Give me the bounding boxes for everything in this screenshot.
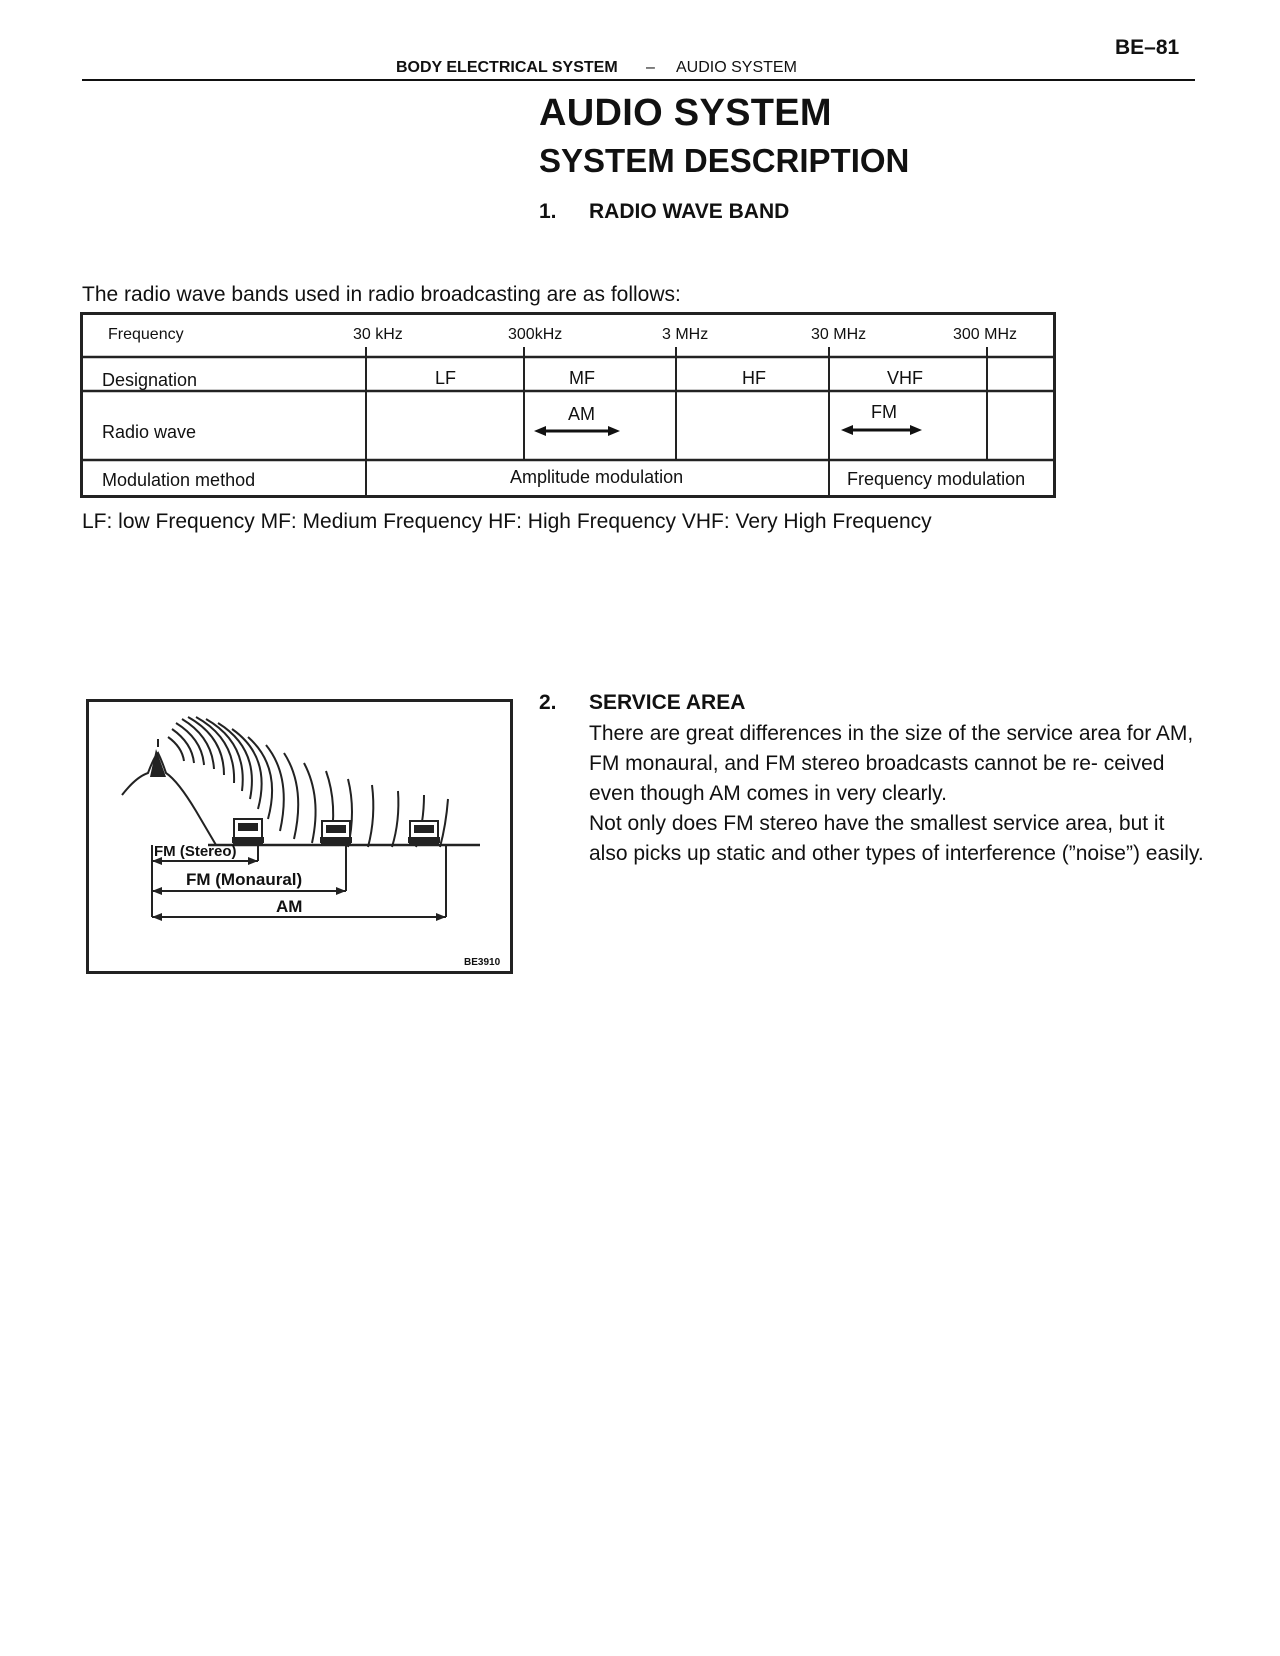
label-am: AM bbox=[276, 897, 303, 916]
radio-wave-am: AM bbox=[568, 404, 595, 424]
row-label-frequency: Frequency bbox=[108, 326, 184, 343]
radio-wave-band-table bbox=[80, 312, 1056, 498]
section-2-body bbox=[589, 719, 1204, 869]
designation-mf: MF bbox=[569, 368, 595, 388]
section-2-paragraph: There are great differences in the size of the service area for AM, FM monaural, and FM stereo broadcasts cannot be re- ceived even though AM comes in very clearly. bbox=[589, 722, 1194, 805]
service-area-figure bbox=[86, 699, 514, 975]
page-number: BE–81 bbox=[1115, 36, 1180, 59]
designation-hf: HF bbox=[742, 368, 766, 388]
frequency-tick-label: 300kHz bbox=[508, 326, 563, 343]
fm-range-arrow bbox=[841, 425, 922, 435]
section-1-title: RADIO WAVE BAND bbox=[589, 200, 790, 223]
page-subtitle: SYSTEM DESCRIPTION bbox=[539, 142, 910, 179]
section-1-number: 1. bbox=[539, 200, 557, 223]
car-icon bbox=[232, 819, 264, 843]
row-label-designation: Designation bbox=[102, 370, 198, 390]
frequency-tick-label: 30 kHz bbox=[353, 326, 403, 343]
section-2-title: SERVICE AREA bbox=[589, 691, 746, 714]
figure-code: BE3910 bbox=[464, 957, 501, 968]
frequency-tick-label: 30 MHz bbox=[811, 326, 867, 343]
label-fm-monaural: FM (Monaural) bbox=[186, 870, 303, 889]
designation-vhf: VHF bbox=[887, 368, 923, 388]
section-1-intro: The radio wave bands used in radio broadcasting are as follows: bbox=[82, 283, 681, 306]
header-subsection-title: AUDIO SYSTEM bbox=[676, 59, 797, 76]
frequency-tick-label: 300 MHz bbox=[953, 326, 1018, 343]
designation-lf: LF bbox=[435, 368, 457, 388]
header-section-title: BODY ELECTRICAL SYSTEM bbox=[396, 59, 618, 76]
row-label-modulation: Modulation method bbox=[102, 470, 256, 490]
header-separator: – bbox=[646, 59, 655, 76]
am-range-arrow bbox=[534, 426, 620, 436]
radio-wave-fm: FM bbox=[871, 402, 897, 422]
frequency-tick-label: 3 MHz bbox=[662, 326, 709, 343]
section-2-number: 2. bbox=[539, 691, 557, 714]
row-label-radio-wave: Radio wave bbox=[102, 422, 197, 442]
car-icon bbox=[408, 821, 440, 843]
section-2-paragraph: Not only does FM stereo have the smallest service area, but it also picks up static and other types of interference (”noise”) easily. bbox=[589, 812, 1204, 865]
car-icon bbox=[320, 821, 352, 843]
label-fm-stereo: FM (Stereo) bbox=[154, 843, 237, 860]
modulation-frequency: Frequency modulation bbox=[847, 469, 1026, 489]
abbreviation-legend: LF: low Frequency MF: Medium Frequency HF: High Frequency VHF: Very High Frequency bbox=[82, 510, 932, 533]
header-rule bbox=[82, 79, 1195, 81]
page-title: AUDIO SYSTEM bbox=[539, 92, 832, 134]
modulation-amplitude: Amplitude modulation bbox=[510, 467, 684, 487]
service-area-illustration bbox=[86, 699, 514, 975]
